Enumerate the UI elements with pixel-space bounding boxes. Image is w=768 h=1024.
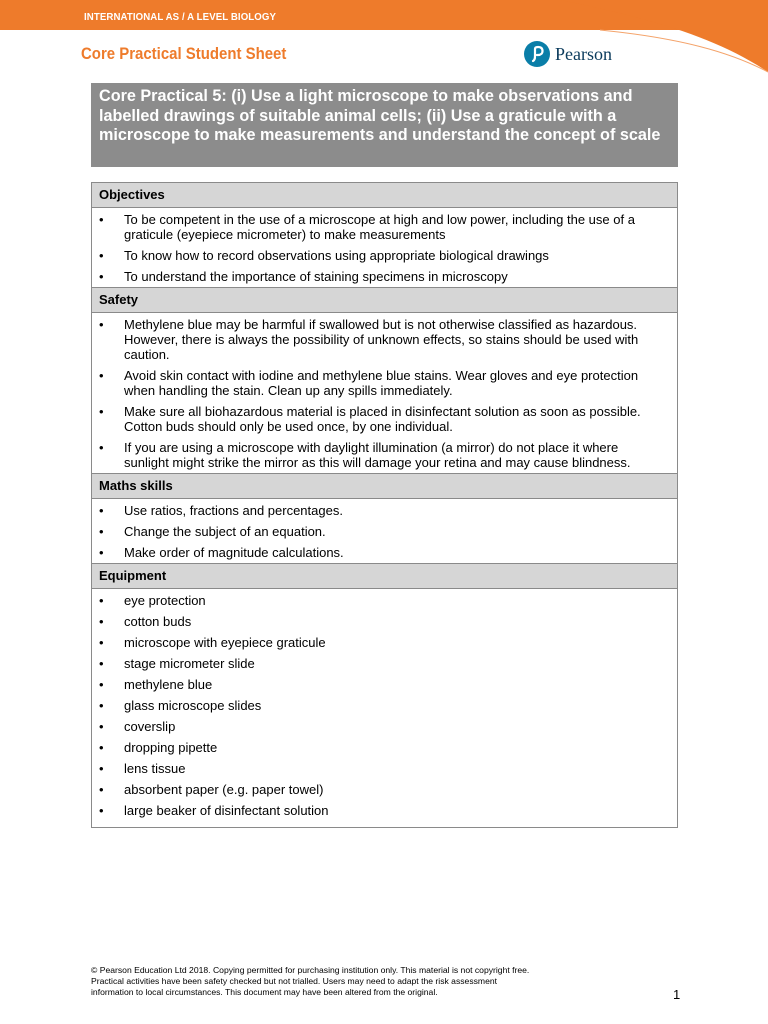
bullet-icon: • — [99, 656, 104, 671]
bullet-icon: • — [99, 248, 104, 263]
bullet-icon: • — [99, 212, 104, 227]
equipment-item — [92, 719, 677, 734]
equipment-item — [92, 761, 677, 776]
bullet-icon: • — [99, 593, 104, 608]
bullet-icon: • — [99, 698, 104, 713]
safety-item — [92, 440, 677, 470]
bullet-icon: • — [99, 404, 104, 419]
bullet-icon: • — [99, 782, 104, 797]
equipment-item — [92, 782, 677, 797]
maths-skill-item-text: Make order of magnitude calculations. — [124, 545, 344, 560]
equipment-item — [92, 677, 677, 692]
pearson-logo-icon — [524, 41, 550, 67]
equipment-list — [92, 589, 677, 827]
bullet-icon: • — [99, 761, 104, 776]
pearson-logo — [524, 40, 612, 68]
equipment-item-text: coverslip — [124, 719, 176, 734]
objective-item — [92, 248, 677, 263]
maths-skill-item — [92, 545, 677, 560]
equipment-heading: Equipment — [92, 564, 677, 589]
bullet-icon: • — [99, 368, 104, 383]
equipment-item — [92, 593, 677, 608]
bullet-icon: • — [99, 317, 104, 332]
sheet-title: Core Practical Student Sheet — [81, 44, 287, 63]
safety-item — [92, 404, 677, 434]
objective-item-text: To understand the importance of staining specimens in microscopy — [124, 269, 508, 284]
copyright-line: © Pearson Education Ltd 2018. Copying permitted for purchasing institution only. This material is not copyright free. — [91, 965, 530, 975]
equipment-item-text: stage micrometer slide — [124, 656, 255, 671]
bullet-icon: • — [99, 614, 104, 629]
safety-item-text: Make sure all biohazardous material is placed in disinfectant solution as soon as possible. Cotton buds should only be used once, by one individual. — [124, 404, 641, 434]
bullet-icon: • — [99, 269, 104, 284]
bullet-icon: • — [99, 719, 104, 734]
practical-info-table — [91, 182, 678, 828]
safety-item — [92, 368, 677, 398]
maths-skill-item — [92, 503, 677, 518]
objective-item — [92, 212, 677, 242]
safety-list — [92, 313, 677, 474]
safety-disclaimer-line: Practical activities have been safety checked but not trialled. Users may need to adapt the risk assessment — [91, 976, 498, 986]
alteration-disclaimer-line: information to local circumstances. This document may have been altered from the original. — [91, 987, 438, 997]
objectives-list — [92, 208, 677, 288]
maths-skill-item-text: Use ratios, fractions and percentages. — [124, 503, 343, 518]
safety-item-text: Avoid skin contact with iodine and methylene blue stains. Wear gloves and eye protection when handling the stain. Clean up any spills immediately. — [124, 368, 639, 398]
bullet-icon: • — [99, 503, 104, 518]
safety-item — [92, 317, 677, 362]
safety-item-text: If you are using a microscope with daylight illumination (a mirror) do not place it where sunlight might strike the mirror as this will damage your retina and may cause blindness. — [124, 440, 631, 470]
pearson-wordmark: Pearson — [555, 43, 612, 64]
course-label: INTERNATIONAL AS / A LEVEL BIOLOGY — [84, 11, 277, 23]
equipment-item — [92, 803, 677, 818]
bullet-icon: • — [99, 677, 104, 692]
objective-item — [92, 269, 677, 284]
bullet-icon: • — [99, 524, 104, 539]
equipment-item — [92, 740, 677, 755]
maths-skills-heading: Maths skills — [92, 474, 677, 499]
safety-heading: Safety — [92, 288, 677, 313]
equipment-item — [92, 614, 677, 629]
copyright-notice — [91, 965, 631, 998]
safety-item-text: Methylene blue may be harmful if swallowed but is not otherwise classified as hazardous. However, there is always the possibility of unknown effects, so stains should be used with caution. — [124, 317, 639, 362]
objective-item-text: To be competent in the use of a microscope at high and low power, including the use of a graticule (eyepiece micrometer) to make measurements — [124, 212, 635, 242]
bullet-icon: • — [99, 440, 104, 455]
equipment-item-text: cotton buds — [124, 614, 192, 629]
objective-item-text: To know how to record observations using appropriate biological drawings — [124, 248, 549, 263]
equipment-item-text: lens tissue — [124, 761, 186, 776]
equipment-item — [92, 698, 677, 713]
equipment-item-text: microscope with eyepiece graticule — [124, 635, 326, 650]
equipment-item-text: large beaker of disinfectant solution — [124, 803, 329, 818]
equipment-item-text: methylene blue — [124, 677, 213, 692]
equipment-item-text: dropping pipette — [124, 740, 218, 755]
equipment-item — [92, 656, 677, 671]
objectives-heading: Objectives — [92, 183, 677, 208]
bullet-icon: • — [99, 803, 104, 818]
maths-skill-item-text: Change the subject of an equation. — [124, 524, 326, 539]
bullet-icon: • — [99, 635, 104, 650]
page-number: 1 — [673, 987, 681, 1002]
bullet-icon: • — [99, 545, 104, 560]
maths-skill-item — [92, 524, 677, 539]
equipment-item-text: absorbent paper (e.g. paper towel) — [124, 782, 324, 797]
practical-title: Core Practical 5: (i) Use a light microscope to make observations and labelled drawings of suitable animal cells; (ii) Use a graticule with a microscope to make measurements and understand the concept of scale — [91, 83, 678, 167]
equipment-item — [92, 635, 677, 650]
equipment-item-text: eye protection — [124, 593, 206, 608]
equipment-item-text: glass microscope slides — [124, 698, 262, 713]
bullet-icon: • — [99, 740, 104, 755]
maths-skills-list — [92, 499, 677, 564]
